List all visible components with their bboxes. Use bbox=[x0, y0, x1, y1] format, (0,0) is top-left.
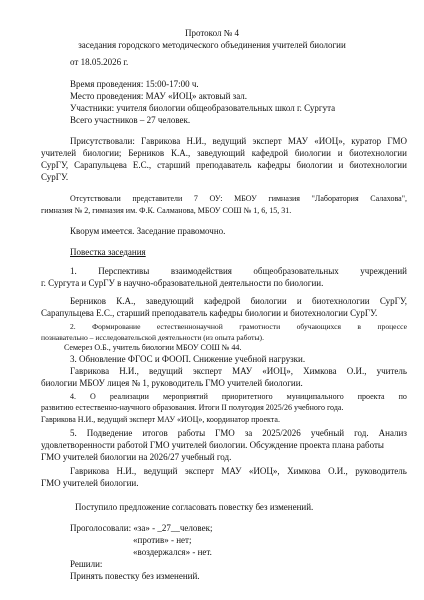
word: биотехнологии bbox=[349, 160, 407, 170]
present-line bbox=[41, 160, 407, 171]
decided-label: Решили: bbox=[70, 559, 103, 569]
word: Химкова bbox=[287, 466, 321, 476]
agenda-item-1-text: г. Сургута и СурГУ в научно-образовательной деятельности по биологии. bbox=[41, 278, 324, 288]
word: биологии; bbox=[82, 148, 122, 158]
word: 2025/2026 bbox=[262, 428, 301, 438]
word: мероприятий bbox=[162, 392, 208, 401]
agenda-item-5-text: удовлетворенности работой ГМО учителей биологии. Обсуждение проекта плана работы bbox=[41, 440, 384, 450]
agenda-item-3: 3. Обновление ФГОС и ФООП. Снижение учебной нагрузки. bbox=[70, 354, 306, 364]
vote-abstain: «воздержался» - нет. bbox=[133, 547, 212, 557]
quorum-text: Кворум имеется. Заседание правомочно. bbox=[70, 226, 226, 236]
word: гимназия bbox=[268, 194, 300, 203]
word: Присутствовали: bbox=[70, 136, 135, 146]
word: МАУ bbox=[221, 466, 242, 476]
word: руководитель bbox=[355, 466, 407, 476]
agenda-item-1-speakers: Сарапульцева Е.С., старший преподаватель кафедры биологии и биотехнологии СурГУ. bbox=[41, 308, 378, 318]
word: Гаврикова bbox=[141, 136, 181, 146]
word: биотехнологии bbox=[312, 296, 370, 306]
word: кафедрой bbox=[203, 296, 241, 306]
agenda-item-3-speakers: биологии МБОУ лицея № 1, руководитель ГМО учителей биологии. bbox=[41, 378, 303, 388]
word: Н.И., bbox=[119, 366, 139, 376]
meeting-participants: Участники: учителя биологии общеобразовательных школ г. Сургута bbox=[70, 103, 336, 113]
meeting-place: Место проведения: МАУ «ИОЦ» актовый зал. bbox=[70, 91, 248, 101]
word: обучающихся bbox=[296, 322, 341, 331]
word: О bbox=[90, 392, 96, 401]
word: старший bbox=[157, 160, 191, 170]
word: приоритетного bbox=[221, 392, 273, 401]
word: Гаврикова bbox=[70, 466, 110, 476]
word: общеобразовательных bbox=[253, 266, 339, 276]
meeting-date: от 18.05.2026 г. bbox=[70, 57, 129, 67]
word: грамотности bbox=[239, 322, 281, 331]
word: биологии bbox=[294, 148, 331, 158]
vote-for: Проголосовали: «за» - _27__человек; bbox=[70, 523, 213, 533]
word: ведущий bbox=[212, 136, 247, 146]
word: Отсутствовали bbox=[70, 194, 121, 203]
word: учреждений bbox=[360, 266, 407, 276]
word: МАУ bbox=[287, 136, 308, 146]
word: взаимодействия bbox=[170, 266, 232, 276]
agenda-title: Повестка заседания bbox=[70, 247, 146, 257]
agenda-item-5-speakers bbox=[70, 466, 407, 477]
word: МАУ bbox=[232, 366, 253, 376]
present-line bbox=[41, 148, 407, 159]
agenda-item-4-speaker: Гаврикова Н.И., ведущий эксперт МАУ «ИОЦ», координатор проекта. bbox=[41, 415, 280, 424]
word: учебный bbox=[310, 428, 345, 438]
word: естественнонаучной bbox=[156, 322, 223, 331]
present-line: СурГУ. bbox=[41, 172, 69, 182]
word: К.А., bbox=[116, 296, 136, 306]
participants-count: Всего участников – 27 человек. bbox=[70, 115, 191, 125]
word: реализации bbox=[109, 392, 149, 401]
word: Гаврикова bbox=[70, 366, 110, 376]
word: процессе bbox=[377, 322, 407, 331]
word: Салахова", bbox=[370, 194, 407, 203]
word: кафедры bbox=[257, 160, 291, 170]
word: К.А., bbox=[170, 148, 191, 158]
agenda-item-2 bbox=[70, 321, 407, 332]
word: 1. bbox=[70, 266, 77, 276]
agenda-item-1-speakers bbox=[70, 296, 407, 307]
word: Химкова bbox=[303, 366, 337, 376]
decision-text: Принять повестку без изменений. bbox=[70, 571, 200, 581]
word: эксперт bbox=[192, 366, 222, 376]
word: О.И., bbox=[346, 366, 367, 376]
word: биологии bbox=[250, 296, 287, 306]
protocol-title: Протокол № 4 bbox=[184, 28, 240, 38]
word: ГМО bbox=[215, 428, 235, 438]
word: в bbox=[357, 322, 362, 331]
word: и bbox=[338, 160, 344, 170]
word: и bbox=[337, 148, 343, 158]
word: Берников bbox=[128, 148, 165, 158]
word: ОУ: bbox=[209, 194, 223, 203]
word: Формирование bbox=[92, 322, 141, 331]
word: Берников bbox=[70, 296, 106, 306]
agenda-item-5 bbox=[70, 428, 407, 439]
word: ГМО bbox=[387, 136, 407, 146]
protocol-subtitle: заседания городского методического объединения учителей биологии bbox=[78, 40, 346, 50]
word: биологии bbox=[296, 160, 333, 170]
agenda-item-2-text: познавательно – исследовательской деятельности (из опыта работы). bbox=[41, 333, 264, 342]
word: год. bbox=[354, 428, 369, 438]
word: преподаватель bbox=[196, 160, 252, 170]
word: учитель bbox=[376, 366, 407, 376]
word: Е.С., bbox=[132, 160, 152, 170]
agenda-item-4-text: развитию естественно-научного образования. Итоги II полугодия 2025/26 учебного года. bbox=[41, 403, 344, 412]
word: заведующий bbox=[196, 148, 245, 158]
word: "Лаборатория bbox=[311, 194, 359, 203]
word: Н.И., bbox=[186, 136, 207, 146]
word: заведующий bbox=[145, 296, 194, 306]
word: за bbox=[244, 428, 253, 438]
word: кафедрой bbox=[251, 148, 289, 158]
word: по bbox=[398, 392, 407, 401]
word: проекта bbox=[357, 392, 385, 401]
word: Перспективы bbox=[98, 266, 150, 276]
agenda-item-4 bbox=[70, 391, 407, 402]
word: биотехнологии bbox=[349, 148, 407, 158]
word: куратор bbox=[351, 136, 382, 146]
word: 4. bbox=[70, 392, 76, 401]
word: Н.И., bbox=[116, 466, 137, 476]
agenda-item-5-text: ГМО учителей биологии на 2026/27 учебный год. bbox=[41, 452, 232, 462]
word: 2. bbox=[70, 322, 76, 331]
word: О.И., bbox=[328, 466, 348, 476]
word: работы bbox=[177, 428, 206, 438]
word: СурГУ, bbox=[41, 160, 69, 170]
word: 5. bbox=[70, 428, 77, 438]
word: «ИОЦ», bbox=[314, 136, 346, 146]
present-line bbox=[70, 136, 407, 147]
word: эксперт bbox=[184, 466, 214, 476]
word: Анализ bbox=[378, 428, 407, 438]
agenda-item-5-speakers: ГМО учителей биологии. bbox=[41, 478, 139, 488]
word: эксперт bbox=[252, 136, 282, 146]
word: итогов bbox=[142, 428, 168, 438]
word: МБОУ bbox=[234, 194, 257, 203]
word: представители bbox=[132, 194, 183, 203]
word: и bbox=[296, 296, 302, 306]
agenda-item-2-speaker: Семерез О.Б., учитель биологии МБОУ СОШ № 44. bbox=[64, 343, 242, 352]
agenda-item-1 bbox=[70, 266, 407, 277]
word: учителей bbox=[41, 148, 77, 158]
word: ведущий bbox=[143, 466, 178, 476]
word: 7 bbox=[193, 194, 198, 203]
word: Сарапульцева bbox=[74, 160, 127, 170]
word: «ИОЦ», bbox=[248, 466, 280, 476]
vote-against: «против» - нет; bbox=[133, 535, 192, 545]
word: ведущий bbox=[149, 366, 183, 376]
absent-line: гимназия № 2, гимназия им. Ф.К. Салманова, МБОУ СОШ № 1, 6, 15, 31. bbox=[41, 206, 292, 215]
word: «ИОЦ», bbox=[262, 366, 294, 376]
word: муниципального bbox=[286, 392, 344, 401]
meeting-time: Время проведения: 15:00-17:00 ч. bbox=[70, 79, 199, 89]
absent-line bbox=[70, 193, 407, 204]
word: Подведение bbox=[86, 428, 133, 438]
agenda-item-3-speakers bbox=[70, 366, 407, 377]
word: СурГУ, bbox=[379, 296, 407, 306]
proposal-text: Поступило предложение согласовать повестку без изменений. bbox=[75, 502, 314, 512]
